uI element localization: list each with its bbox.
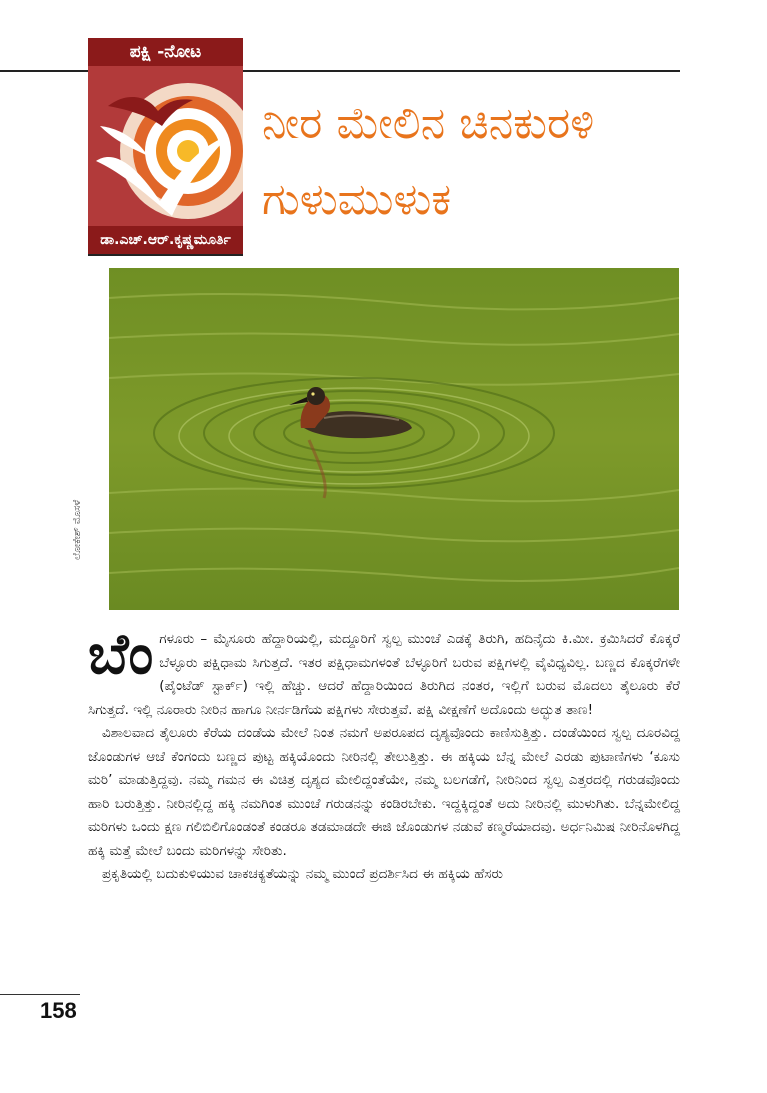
- photo-credit: ಲೋಕೇಶ್ ಮೊಸಳೆ: [72, 499, 83, 560]
- author-name: ಡಾ.ಎಚ್.ಆರ್.ಕೃಷ್ಣಮೂರ್ತಿ: [88, 226, 243, 256]
- paragraph-3: ಪ್ರಕೃತಿಯಲ್ಲಿ ಬದುಕುಳಿಯುವ ಚಾಕಚಕ್ಯತೆಯನ್ನು ನಮ್ಮ ಮುಂದೆ ಪ್ರದರ್ಶಿಸಿದ ಈ ಹಕ್ಕಿಯ ಹೆಸರು: [102, 866, 503, 882]
- column-name: ಪಕ್ಷಿ -ನೋಟ: [88, 38, 243, 66]
- paragraph-2: ವಿಶಾಲವಾದ ತೈಲೂರು ಕೆರೆಯ ದಂಡೆಯ ಮೇಲೆ ನಿಂತ ನಮಗೆ ಅಪರೂಪದ ದೃಶ್ಯವೊಂದು ಕಾಣಿಸುತ್ತಿತ್ತು. ದಂಡೆಯಿಂದ ಸ್ವಲ್ಪ ದೂರವಿದ್ದ ಜೊಂಡುಗಳ ಆಚೆ ಕೆಂಗಂದು ಬಣ್ಣದ ಪುಟ್ಟ ಹಕ್ಕಿಯೊಂದು ನೀರಿನಲ್ಲಿ ತೇಲುತ್ತಿತ್ತು. ಈ ಹಕ್ಕಿಯ ಬೆನ್ನ ಮೇಲೆ ಎರಡು ಪುಟಾಣಿಗಳು ‘ಕೂಸು ಮರಿ’ ಮಾಡುತ್ತಿದ್ದವು. ನಮ್ಮ ಗಮನ ಈ ವಿಚಿತ್ರ ದೃಶ್ಯದ ಮೇಲಿದ್ದಂತೆಯೇ, ನಮ್ಮ ಬಲಗಡೆಗೆ, ನೀರಿನಿಂದ ಸ್ವಲ್ಪ ಎತ್ತರದಲ್ಲಿ ಗರುಡವೊಂದು ಹಾರಿ ಬರುತ್ತಿತ್ತು. ನೀರಿನಲ್ಲಿದ್ದ ಹಕ್ಕಿ ನಮಗಿಂತ ಮುಂಚೆ ಗರುಡನನ್ನು ಕಂಡಿರಬೇಕು. ಇದ್ದಕ್ಕಿದ್ದಂತೆ ಅದು ನೀರಿನಲ್ಲಿ ಮುಳುಗಿತು. ಬೆನ್ನಮೇಲಿದ್ದ ಮರಿಗಳು ಒಂದು ಕ್ಷಣ ಗಲಿಬಿಲಿಗೊಂಡಂತೆ ಕಂಡರೂ ತಡಮಾಡದೇ ಈಜಿ ಜೊಂಡುಗಳ ನಡುವೆ ಕಣ್ಮರೆಯಾದವು. ಅರ್ಧನಿಮಿಷ ನೀರಿನೊಳಗಿದ್ದ ಹಕ್ಕಿ ಮತ್ತೆ ಮೇಲೆ ಬಂದು ಮರಿಗಳನ್ನು ಸೇರಿತು.: [88, 725, 680, 859]
- headline-line-2: ಗುಳುಮುಳುಕ: [262, 174, 452, 225]
- article-body: [88, 622, 680, 887]
- headline-line-1: ನೀರ ಮೇಲಿನ ಚಿನಕುರಳಿ: [262, 98, 595, 149]
- column-masthead: [88, 38, 243, 256]
- grebe-photo: [109, 268, 679, 610]
- bird-target-logo: [88, 66, 243, 226]
- drop-cap: ಬೆಂ: [88, 622, 154, 687]
- page-number: 158: [40, 998, 77, 1023]
- paragraph-1: [88, 622, 680, 722]
- paragraph-1-text: ಗಳೂರು – ಮೈಸೂರು ಹೆದ್ದಾರಿಯಲ್ಲಿ, ಮದ್ದೂರಿಗೆ ಸ್ವಲ್ಪ ಮುಂಚೆ ಎಡಕ್ಕೆ ತಿರುಗಿ, ಹದಿನೈದು ಕಿ.ಮೀ. ಕ್ರಮಿಸಿದರೆ ಕೊಕ್ಕರೆ ಬೆಳ್ಳೂರು ಪಕ್ಷಿಧಾಮ ಸಿಗುತ್ತದೆ. ಇತರ ಪಕ್ಷಿಧಾಮಗಳಂತೆ ಬೆಳ್ಳೂರಿಗೆ ಬರುವ ಪಕ್ಷಿಗಳಲ್ಲಿ ವೈವಿಧ್ಯವಿಲ್ಲ. ಬಣ್ಣದ ಕೊಕ್ಕರೆಗಳೇ (ಪೈಂಟೆಡ್ ಸ್ಟಾರ್ಕ್) ಇಲ್ಲಿ ಹೆಚ್ಚು. ಆದರೆ ಹೆದ್ದಾರಿಯಿಂದ ತಿರುಗಿದ ನಂತರ, ಇಲ್ಲಿಗೆ ಬರುವ ಮೊದಲು ತೈಲೂರು ಕೆರೆ ಸಿಗುತ್ತದೆ. ಇಲ್ಲಿ ನೂರಾರು ನೀರಿನ ಹಾಗೂ ನೀರ್ನಡಿಗೆಯ ಪಕ್ಷಿಗಳು ಸೇರುತ್ತವೆ. ಪಕ್ಷಿ ವೀಕ್ಷಣೆಗೆ ಅದೊಂದು ಅದ್ಭುತ ತಾಣ!: [88, 631, 680, 718]
- headline: [262, 86, 742, 238]
- footer-rule: [0, 994, 80, 995]
